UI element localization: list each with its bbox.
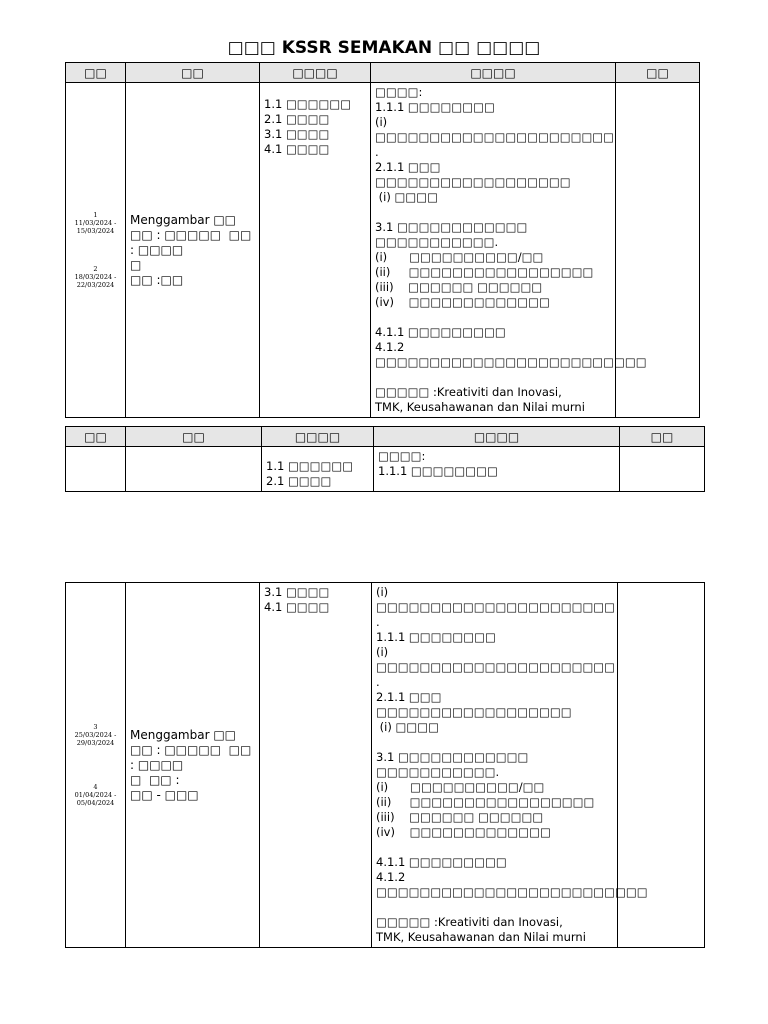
week-number: 4 xyxy=(93,783,98,791)
table-row xyxy=(66,583,705,948)
header-week: □□ xyxy=(66,427,126,447)
unit-cell: Menggambar □□ □□ : □□□□□ □□ : □□□□ □ □□ :□□ xyxy=(126,83,260,418)
header-unit: □□ xyxy=(126,63,260,83)
header-content: □□□□ xyxy=(374,427,620,447)
header-note: □□ xyxy=(616,63,700,83)
header-content: □□□□ xyxy=(371,63,616,83)
content-cell xyxy=(374,447,620,492)
header-note: □□ xyxy=(620,427,705,447)
content-text: □□□□: 1.1.1 □□□□□□□□ xyxy=(378,449,498,478)
unit-cell xyxy=(126,447,262,492)
content-text: □□□□: 1.1.1 □□□□□□□□ (i) □□□□□□□□□□□□□□□□□□□□□□ . 2.1.1 □□□ □□□□□□□□□□□□□□□□□□ (i) □□□□ 3.1 □□□□□□□□□□□□ □□□□□□□□□□□. (i) □□□□□□□□□□/□□ (ii) □□□□□□□□□□□□□□□□□ (iii) □□□□□□ □□□□□□ (iv) □□□□□□□□□□□□□ 4.1.1 □□□□□□□□□ 4.1.2 □□□□□□□□□□□□□□□□□□□□□□□□□ □□□□□ :Kreativiti dan Inovasi, TMK, Keusahawanan dan Nilai murni xyxy=(375,85,647,414)
week-dates: 01/04/2024 - 05/04/2024 xyxy=(74,791,117,807)
lesson-plan-table-2 xyxy=(65,426,705,492)
standard-cell xyxy=(260,83,371,418)
header-unit: □□ xyxy=(126,427,262,447)
unit-cell: Menggambar □□ □□ : □□□□□ □□ : □□□□ □ □□ : □□ - □□□ xyxy=(126,583,260,948)
header-row xyxy=(66,63,700,83)
header-standard: □□□□ xyxy=(262,427,374,447)
document-title: □□□ KSSR SEMAKAN □□ □□□□ xyxy=(227,38,541,58)
table-row xyxy=(66,83,700,418)
header-week: □□ xyxy=(66,63,126,83)
lesson-plan-table-3 xyxy=(65,582,705,948)
week-cell xyxy=(66,447,126,492)
header-standard: □□□□ xyxy=(260,63,371,83)
lesson-plan-table-1 xyxy=(65,62,700,418)
standard-cell xyxy=(262,447,374,492)
content-cell xyxy=(371,83,647,418)
week-number: 1 xyxy=(93,211,98,219)
note-text xyxy=(620,447,704,451)
week-dates: 11/03/2024 - 15/03/2024 xyxy=(74,219,117,235)
week-cell xyxy=(66,83,126,418)
week-cell xyxy=(66,583,126,948)
content-cell xyxy=(372,583,648,948)
week-number: 3 xyxy=(93,723,98,731)
note-cell xyxy=(620,447,705,492)
note-text xyxy=(616,83,699,87)
standard-text: 1.1 □□□□□□ 2.1 □□□□ 3.1 □□□□ 4.1 □□□□ xyxy=(264,97,352,156)
week-number: 2 xyxy=(93,265,98,273)
header-row xyxy=(66,427,705,447)
note-text xyxy=(618,583,704,587)
week-dates: 18/03/2024 - 22/03/2024 xyxy=(74,273,117,289)
content-text: (i) □□□□□□□□□□□□□□□□□□□□□□ . 1.1.1 □□□□□□□□ (i) □□□□□□□□□□□□□□□□□□□□□□ . 2.1.1 □□□ □□□□□□□□□□□□□□□□□□ (i) □□□□ 3.1 □□□□□□□□□□□□ □□□□□□□□□□□. (i) □□□□□□□□□□/□□ (ii) □□□□□□□□□□□□□□□□□ (iii) □□□□□□ □□□□□□ (iv) □□□□□□□□□□□□□ 4.1.1 □□□□□□□□□ 4.1.2 □□□□□□□□□□□□□□□□□□□□□□□□□ □□□□□ :Kreativiti dan Inovasi, TMK, Keusahawanan dan Nilai murni xyxy=(376,585,648,944)
standard-text: 3.1 □□□□ 4.1 □□□□ xyxy=(264,585,330,614)
week-dates: 25/03/2024 - 29/03/2024 xyxy=(74,731,117,747)
standard-cell xyxy=(260,583,372,948)
standard-text: 1.1 □□□□□□ 2.1 □□□□ xyxy=(266,459,354,488)
table-row xyxy=(66,447,705,492)
